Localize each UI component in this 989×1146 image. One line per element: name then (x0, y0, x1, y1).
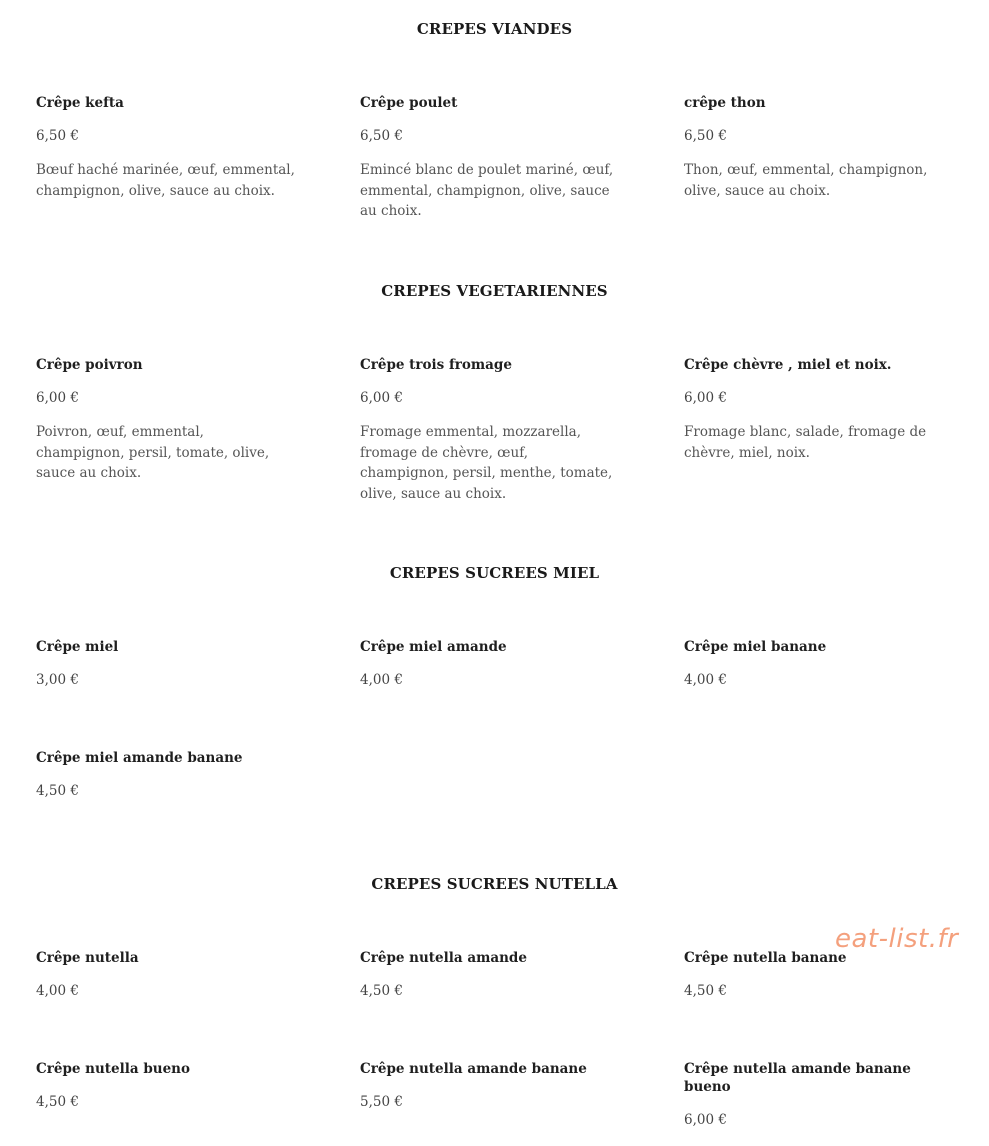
menu-item-crepe-kefta (36, 94, 296, 201)
item-price: 6,00 € (36, 390, 79, 406)
watermark-logo: eat-list.fr (835, 924, 959, 954)
item-price: 5,50 € (360, 1094, 403, 1110)
menu-item-crepe-poivron (36, 356, 296, 484)
item-description: Poivron, œuf, emmental, champignon, persil, tomate, olive, sauce au choix. (36, 424, 270, 481)
menu-item-crepe-poulet (360, 94, 620, 222)
menu-item-crepe-nutella-bueno (36, 1060, 296, 1111)
item-price: 4,00 € (36, 983, 79, 999)
item-price: 4,00 € (360, 672, 403, 688)
menu-item-crepe-miel-banane (684, 638, 944, 689)
item-price: 4,50 € (36, 783, 79, 799)
menu-item-crepe-nutella-banane (684, 949, 944, 1000)
item-description: Fromage emmental, mozzarella, fromage de chèvre, œuf, champignon, persil, menthe, tomate, olive, sauce au choix. (360, 424, 613, 502)
item-price: 6,00 € (684, 1112, 727, 1128)
item-name: Crêpe nutella amande banane bueno (684, 1061, 911, 1095)
item-name: Crêpe poivron (36, 357, 143, 373)
menu-item-crepe-miel (36, 638, 296, 689)
item-name: Crêpe miel (36, 639, 119, 655)
menu-item-crepe-nutella (36, 949, 296, 1000)
item-price: 6,50 € (360, 128, 403, 144)
item-price: 3,00 € (36, 672, 79, 688)
section-title-vegetariennes: CREPES VEGETARIENNES (381, 282, 608, 300)
item-name: Crêpe miel amande banane (36, 750, 243, 766)
menu-item-crepe-nutella-amande-banane-bueno (684, 1060, 944, 1129)
item-name: Crêpe trois fromage (360, 357, 512, 373)
menu-item-crepe-chevre-miel-noix (684, 356, 944, 463)
item-name: Crêpe miel banane (684, 639, 827, 655)
item-name: Crêpe nutella amande banane (360, 1061, 587, 1077)
item-price: 4,00 € (684, 672, 727, 688)
item-name: Crêpe chèvre , miel et noix. (684, 357, 892, 373)
item-description: Thon, œuf, emmental, champignon, olive, sauce au choix. (684, 162, 928, 199)
item-name: Crêpe miel amande (360, 639, 507, 655)
menu-item-crepe-nutella-amande (360, 949, 620, 1000)
item-price: 4,50 € (684, 983, 727, 999)
item-price: 6,00 € (684, 390, 727, 406)
section-title-viandes: CREPES VIANDES (416, 20, 573, 38)
item-name: Crêpe kefta (36, 95, 124, 111)
menu-item-crepe-miel-amande-banane (36, 749, 296, 800)
menu-item-crepe-thon (684, 94, 944, 201)
item-price: 6,00 € (360, 390, 403, 406)
item-price: 6,50 € (36, 128, 79, 144)
item-price: 6,50 € (684, 128, 727, 144)
menu-item-crepe-trois-fromage (360, 356, 620, 504)
item-name: crêpe thon (684, 95, 766, 111)
item-description: Fromage blanc, salade, fromage de chèvre, miel, noix. (684, 424, 927, 461)
section-title-sucrees-nutella: CREPES SUCREES NUTELLA (371, 875, 618, 893)
item-description: Emincé blanc de poulet mariné, œuf, emmental, champignon, olive, sauce au choix. (360, 162, 614, 219)
section-title-sucrees-miel: CREPES SUCREES MIEL (389, 564, 600, 582)
item-name: Crêpe nutella amande (360, 950, 527, 966)
item-name: Crêpe nutella bueno (36, 1061, 190, 1077)
item-price: 4,50 € (360, 983, 403, 999)
item-name: Crêpe nutella banane (684, 950, 847, 966)
item-price: 4,50 € (36, 1094, 79, 1110)
item-name: Crêpe nutella (36, 950, 139, 966)
menu-item-crepe-miel-amande (360, 638, 620, 689)
item-description: Bœuf haché marinée, œuf, emmental, champignon, olive, sauce au choix. (36, 162, 295, 199)
menu-item-crepe-nutella-amande-banane (360, 1060, 620, 1111)
item-name: Crêpe poulet (360, 95, 458, 111)
